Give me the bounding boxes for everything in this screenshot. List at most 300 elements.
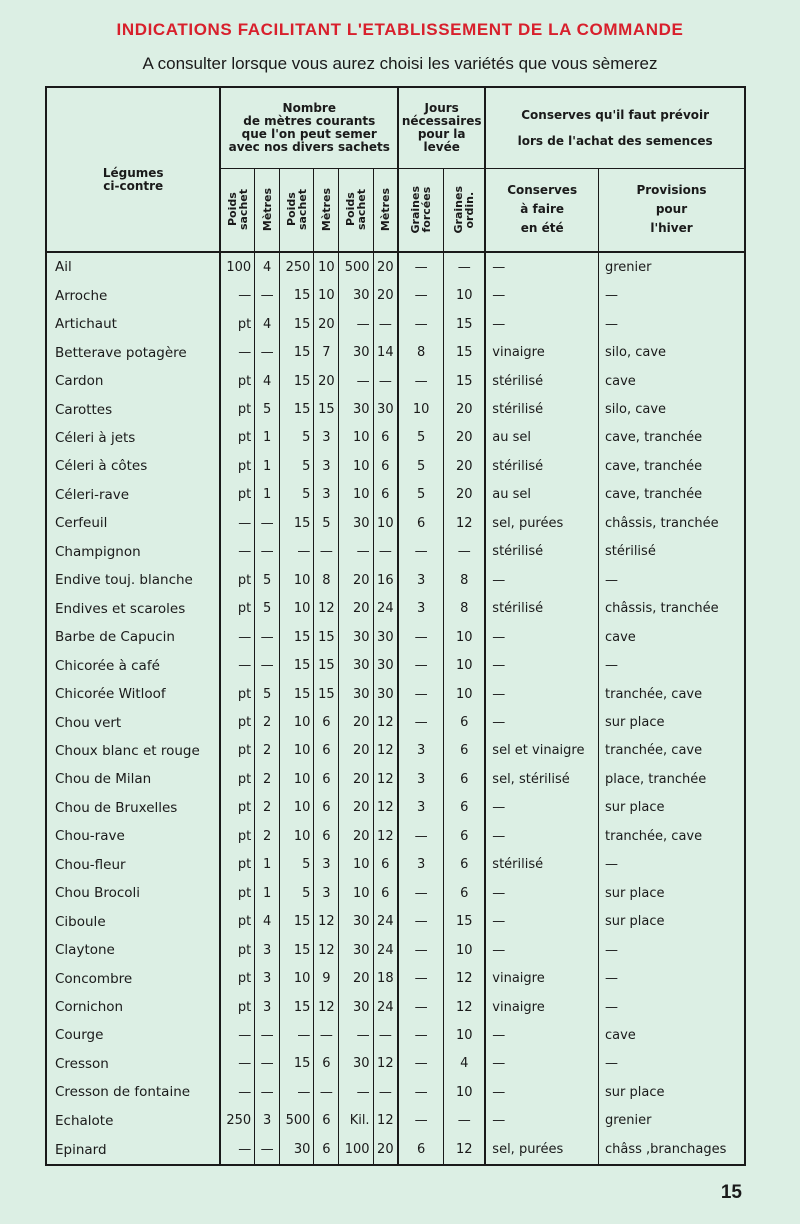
cell-ete: — [485,651,598,679]
cell-m1: — [255,1135,280,1164]
cell-m3: 10 [373,509,398,537]
cell-ete: — [485,708,598,736]
cell-p3: 10 [339,879,373,907]
cell-m3: 12 [373,794,398,822]
cell-hiver: tranchée, cave [605,828,703,844]
cell-p3: — [339,310,373,338]
cell-m2: 3 [314,851,339,879]
cell-m3: 24 [373,936,398,964]
cell-hiver: — [605,572,618,588]
cell-gf: 5 [398,481,444,509]
cell-go: 6 [444,851,486,879]
cell-m2: 12 [314,594,339,622]
cell-p3: 30 [339,509,373,537]
cell-p3: 30 [339,1050,373,1078]
cell-hiver: place, tranchée [605,771,707,787]
cell-m1: — [255,538,280,566]
cell-p1: pt [220,424,254,452]
cell-p2: 10 [280,708,314,736]
cell-go: 6 [444,765,486,793]
cell-p3: 20 [339,737,373,765]
cell-p1: pt [220,594,254,622]
cell-p1: pt [220,822,254,850]
cell-hiver: cave [605,373,636,389]
table-row [47,1021,744,1049]
cell-go: — [444,538,486,566]
cell-m1: — [255,509,280,537]
cell-p3: 30 [339,281,373,309]
cell-ete: au sel [485,481,598,509]
cell-name: Barbe de Capucin [47,623,220,651]
cell-ete: — [485,794,598,822]
cell-m2: 8 [314,566,339,594]
cell-ete: sel, purées [485,509,598,537]
table-row [47,1107,744,1135]
cell-ete: vinaigre [485,338,598,366]
cell-gf: 3 [398,594,444,622]
cell-p1: pt [220,936,254,964]
cell-ete: vinaigre [485,993,598,1021]
cell-m1: 2 [255,822,280,850]
header-provisions-hiver: Provisions pour l'hiver [599,168,745,252]
cell-name: Endives et scaroles [47,594,220,622]
cell-p1: — [220,651,254,679]
order-table [47,88,744,1164]
table-row [47,252,744,281]
cell-m3: 12 [373,708,398,736]
cell-name: Chou de Bruxelles [47,794,220,822]
cell-p3: 20 [339,566,373,594]
cell-m2: 20 [314,310,339,338]
cell-m1: 1 [255,452,280,480]
table-row [47,452,744,480]
cell-hiver: sur place [605,800,665,816]
cell-name: Arroche [47,281,220,309]
cell-m1: 1 [255,879,280,907]
cell-m2: 6 [314,794,339,822]
cell-ete: sel, purées [485,1135,598,1164]
cell-gf: — [398,708,444,736]
cell-m1: 4 [255,310,280,338]
cell-m2: 10 [314,281,339,309]
table-row [47,964,744,992]
cell-m3: — [373,538,398,566]
cell-m3: 6 [373,424,398,452]
cell-ete: — [485,822,598,850]
cell-go: 20 [444,395,486,423]
cell-p1: pt [220,879,254,907]
cell-p2: — [280,1078,314,1106]
cell-go: 20 [444,424,486,452]
cell-m2: 15 [314,651,339,679]
cell-ete: — [485,281,598,309]
cell-go: 10 [444,936,486,964]
cell-p2: 5 [280,481,314,509]
cell-gf: — [398,281,444,309]
cell-m3: 24 [373,993,398,1021]
cell-p3: 500 [339,252,373,281]
cell-hiver: sur place [605,885,665,901]
cell-hiver: tranchée, cave [605,686,703,702]
page-title: INDICATIONS FACILITANT L'ETABLISSEMENT DE LA COMMANDE [116,20,684,39]
cell-name: Champignon [47,538,220,566]
cell-p1: pt [220,708,254,736]
table-row [47,651,744,679]
cell-gf: 6 [398,509,444,537]
cell-gf: 8 [398,338,444,366]
cell-p2: 15 [280,1050,314,1078]
cell-ete: — [485,252,598,281]
cell-p1: pt [220,481,254,509]
table-row [47,367,744,395]
cell-p3: 10 [339,851,373,879]
table-row [47,623,744,651]
cell-p2: — [280,538,314,566]
cell-gf: 10 [398,395,444,423]
cell-name: Chou Brocoli [47,879,220,907]
cell-p3: 30 [339,623,373,651]
cell-p2: 10 [280,964,314,992]
cell-p3: 30 [339,907,373,935]
cell-ete: — [485,1050,598,1078]
cell-hiver: tranchée, cave [605,743,703,759]
cell-name: Carottes [47,395,220,423]
cell-m2: 15 [314,623,339,651]
cell-m2: 15 [314,680,339,708]
cell-gf: — [398,879,444,907]
cell-m1: — [255,651,280,679]
cell-go: 15 [444,367,486,395]
cell-p1: — [220,1078,254,1106]
cell-ete: sel et vinaigre [485,737,598,765]
cell-p3: 20 [339,594,373,622]
cell-ete: stérilisé [485,395,598,423]
cell-p3: — [339,1021,373,1049]
table-row [47,680,744,708]
cell-m1: 1 [255,851,280,879]
table-row [47,993,744,1021]
cell-m2: 15 [314,395,339,423]
cell-m2: 12 [314,993,339,1021]
cell-name: Choux blanc et rouge [47,737,220,765]
cell-gf: — [398,538,444,566]
cell-m3: — [373,310,398,338]
cell-m2: — [314,1078,339,1106]
cell-hiver: cave [605,629,636,645]
cell-m1: 2 [255,794,280,822]
cell-m1: — [255,1021,280,1049]
cell-gf: — [398,1078,444,1106]
cell-m1: — [255,281,280,309]
cell-name: Céleri-rave [47,481,220,509]
table-row [47,594,744,622]
cell-p2: 5 [280,879,314,907]
table-row [47,481,744,509]
cell-p1: pt [220,367,254,395]
cell-go: 10 [444,651,486,679]
cell-p3: — [339,538,373,566]
cell-p2: 250 [280,252,314,281]
cell-ete: — [485,623,598,651]
cell-m3: 30 [373,395,398,423]
cell-m2: 6 [314,737,339,765]
cell-hiver: — [605,288,618,304]
cell-gf: — [398,252,444,281]
cell-hiver: — [605,971,618,987]
header-conserves-ete: Conserves à faire en été [485,168,598,252]
cell-m2: 12 [314,907,339,935]
cell-m2: 10 [314,252,339,281]
cell-gf: 3 [398,794,444,822]
cell-p1: — [220,1135,254,1164]
table-row [47,936,744,964]
cell-m2: 3 [314,879,339,907]
cell-ete: au sel [485,424,598,452]
cell-m1: 5 [255,566,280,594]
cell-ete: — [485,566,598,594]
cell-gf: — [398,623,444,651]
cell-hiver: cave, tranchée [605,430,703,446]
cell-gf: 3 [398,851,444,879]
cell-go: 12 [444,509,486,537]
cell-hiver: grenier [605,1113,652,1129]
cell-hiver: sur place [605,914,665,930]
cell-m2: 3 [314,481,339,509]
cell-p2: 15 [280,338,314,366]
cell-gf: 3 [398,765,444,793]
cell-ete: sel, stérilisé [485,765,598,793]
cell-m3: 30 [373,651,398,679]
cell-p2: 15 [280,281,314,309]
cell-hiver: sur place [605,1084,665,1100]
cell-name: Cerfeuil [47,509,220,537]
cell-name: Chou vert [47,708,220,736]
table-row [47,1135,744,1164]
cell-ete: — [485,879,598,907]
cell-m1: 2 [255,737,280,765]
cell-go: 6 [444,822,486,850]
cell-hiver: châssis, tranchée [605,601,719,617]
cell-m3: 24 [373,907,398,935]
cell-m2: 6 [314,1050,339,1078]
cell-p1: — [220,281,254,309]
cell-p1: pt [220,395,254,423]
cell-hiver: — [605,999,618,1015]
cell-m3: — [373,367,398,395]
cell-go: 6 [444,794,486,822]
table-row [47,879,744,907]
cell-m3: 12 [373,1107,398,1135]
cell-p1: pt [220,737,254,765]
header-graines-forcees: Graines forcées [398,168,444,252]
cell-p3: 20 [339,708,373,736]
cell-gf: — [398,936,444,964]
cell-m2: 7 [314,338,339,366]
header-poids-sachet-1: Poids sachet [220,168,254,252]
cell-name: Endive touj. blanche [47,566,220,594]
header-metres-1: Mètres [255,168,280,252]
cell-go: 10 [444,1021,486,1049]
cell-p3: 30 [339,680,373,708]
cell-p3: 30 [339,993,373,1021]
cell-m1: 2 [255,708,280,736]
cell-p2: 10 [280,765,314,793]
cell-go: 6 [444,879,486,907]
cell-hiver: — [605,857,618,873]
cell-p2: 10 [280,794,314,822]
cell-m3: 16 [373,566,398,594]
cell-p3: 10 [339,481,373,509]
cell-p2: 15 [280,993,314,1021]
cell-gf: — [398,964,444,992]
cell-p1: pt [220,851,254,879]
cell-name: Claytone [47,936,220,964]
cell-name: Cresson [47,1050,220,1078]
cell-p1: pt [220,964,254,992]
cell-p3: 30 [339,395,373,423]
cell-m1: 5 [255,395,280,423]
cell-go: — [444,252,486,281]
cell-go: 10 [444,680,486,708]
cell-name: Cornichon [47,993,220,1021]
cell-p2: 15 [280,367,314,395]
table-row [47,765,744,793]
cell-m3: 24 [373,594,398,622]
cell-go: 10 [444,1078,486,1106]
cell-m2: 3 [314,424,339,452]
table-body [47,252,744,1164]
cell-m1: 1 [255,481,280,509]
table-row [47,281,744,309]
cell-p1: pt [220,566,254,594]
cell-hiver: cave, tranchée [605,458,703,474]
cell-m1: 5 [255,594,280,622]
cell-p1: pt [220,452,254,480]
cell-gf: 5 [398,452,444,480]
cell-m2: 12 [314,936,339,964]
cell-m3: 6 [373,851,398,879]
table-row [47,851,744,879]
cell-gf: — [398,993,444,1021]
cell-go: 4 [444,1050,486,1078]
table-row [47,566,744,594]
cell-go: 20 [444,452,486,480]
cell-p1: pt [220,765,254,793]
cell-p1: — [220,509,254,537]
cell-m3: 12 [373,1050,398,1078]
table-row [47,794,744,822]
cell-p3: — [339,367,373,395]
cell-m2: 9 [314,964,339,992]
header-poids-sachet-3: Poids sachet [339,168,373,252]
cell-m2: 5 [314,509,339,537]
cell-go: 15 [444,907,486,935]
table-row [47,822,744,850]
cell-p3: 20 [339,765,373,793]
cell-m1: 5 [255,680,280,708]
cell-name: Cresson de fontaine [47,1078,220,1106]
cell-hiver: silo, cave [605,402,667,418]
cell-hiver: — [605,942,618,958]
cell-p2: 10 [280,822,314,850]
cell-hiver: châssis, tranchée [605,515,719,531]
cell-m1: — [255,1050,280,1078]
table-row [47,338,744,366]
cell-ete: — [485,907,598,935]
cell-name: Ail [47,252,220,281]
table-row [47,708,744,736]
cell-gf: — [398,651,444,679]
cell-ete: vinaigre [485,964,598,992]
cell-gf: 3 [398,566,444,594]
cell-hiver: — [605,316,618,332]
cell-p1: — [220,538,254,566]
cell-p2: 15 [280,395,314,423]
cell-m2: 6 [314,822,339,850]
cell-ete: — [485,1107,598,1135]
cell-ete: stérilisé [485,538,598,566]
cell-hiver: stérilisé [605,544,656,560]
cell-m1: — [255,623,280,651]
header-jours: Jours nécessaires pour la levée [398,88,485,168]
cell-p1: pt [220,907,254,935]
cell-m1: 3 [255,936,280,964]
cell-m3: 18 [373,964,398,992]
cell-p3: 30 [339,338,373,366]
cell-p3: 20 [339,794,373,822]
cell-m1: — [255,1078,280,1106]
cell-ete: stérilisé [485,594,598,622]
table-row [47,1078,744,1106]
cell-m2: 6 [314,1135,339,1164]
table-row [47,509,744,537]
cell-go: 10 [444,281,486,309]
cell-p2: 10 [280,566,314,594]
cell-ete: — [485,1078,598,1106]
header-nombre: Nombre de mètres courants que l'on peut semer avec nos divers sachets [220,88,398,168]
cell-m2: 3 [314,452,339,480]
cell-gf: — [398,907,444,935]
cell-m1: 3 [255,993,280,1021]
cell-go: 8 [444,566,486,594]
cell-p2: 30 [280,1135,314,1164]
cell-m2: 6 [314,1107,339,1135]
cell-p3: Kil. [339,1107,373,1135]
cell-p2: 15 [280,623,314,651]
cell-m3: 20 [373,1135,398,1164]
cell-gf: 5 [398,424,444,452]
cell-p3: 20 [339,822,373,850]
cell-m2: — [314,538,339,566]
cell-go: 12 [444,993,486,1021]
table-row [47,310,744,338]
header-conserves-group: Conserves qu'il faut prévoir lors de l'achat des semences [485,88,744,168]
cell-gf: 6 [398,1135,444,1164]
cell-m3: — [373,1078,398,1106]
table-row [47,395,744,423]
cell-p1: 100 [220,252,254,281]
cell-go: 15 [444,310,486,338]
cell-name: Echalote [47,1107,220,1135]
cell-name: Courge [47,1021,220,1049]
cell-p3: 10 [339,424,373,452]
table-row [47,538,744,566]
cell-p3: 30 [339,651,373,679]
cell-m1: 4 [255,907,280,935]
cell-p1: pt [220,310,254,338]
cell-hiver: cave [605,1027,636,1043]
cell-m3: 20 [373,252,398,281]
